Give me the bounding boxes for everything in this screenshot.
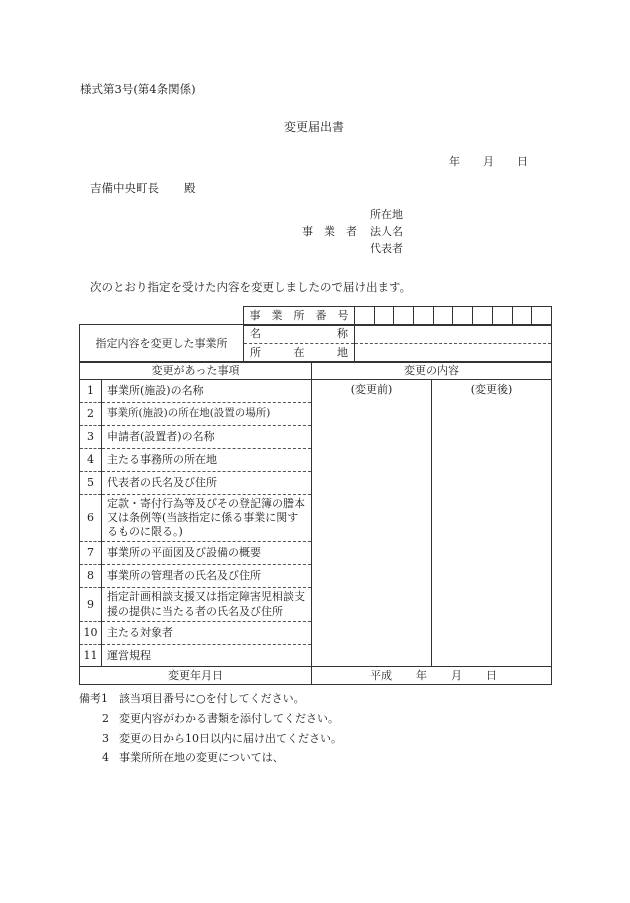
office-row-header: 指定内容を変更した事業所 <box>80 325 244 363</box>
office-name-label: 名 称 <box>244 325 355 344</box>
office-number-cell[interactable] <box>453 307 473 326</box>
item-number: 2 <box>80 403 102 426</box>
item-number: 11 <box>80 645 102 667</box>
item-number: 9 <box>80 588 102 622</box>
after-label: (変更後) <box>470 383 513 396</box>
office-name-value[interactable] <box>355 325 552 344</box>
item-label: 事業所の平面図及び設備の概要 <box>102 542 312 565</box>
item-number: 5 <box>80 472 102 495</box>
date-year: 年 <box>449 155 460 168</box>
remark-no: 3 <box>102 732 109 745</box>
item-number: 7 <box>80 542 102 565</box>
item-number: 1 <box>80 380 102 403</box>
remark-text: 変更内容がわかる書類を添付してください。 <box>119 712 339 725</box>
col-header-matter: 変更があった事項 <box>80 362 312 380</box>
office-number-cell[interactable] <box>492 307 512 326</box>
remark-no: 4 <box>102 751 109 764</box>
item-number: 10 <box>80 622 102 645</box>
item-label: 主たる事務所の所在地 <box>102 449 312 472</box>
addressee-name: 吉備中央町長 <box>90 181 159 195</box>
applicant-field-address: 所在地 <box>370 208 403 221</box>
changes-table <box>79 361 552 685</box>
remark-text: 該当項目番号に○を付してください。 <box>119 692 305 705</box>
item-label: 申請者(設置者)の名称 <box>102 426 312 449</box>
addressee-honorific: 殿 <box>184 181 196 195</box>
remark-no: 備考1 <box>79 692 108 705</box>
before-column[interactable] <box>312 380 432 667</box>
office-number-cell[interactable] <box>512 307 532 326</box>
remark-text: 事業所所在地の変更については、 <box>119 751 284 764</box>
item-label: 主たる対象者 <box>102 622 312 645</box>
office-number-cell[interactable] <box>473 307 493 326</box>
office-info-table <box>79 324 552 363</box>
item-number: 3 <box>80 426 102 449</box>
office-number-cell[interactable] <box>355 307 375 326</box>
date-day: 日 <box>517 155 528 168</box>
change-date-value[interactable]: 平成 年 月 日 <box>312 667 552 685</box>
item-label: 運営規程 <box>102 645 312 667</box>
office-number-cell[interactable] <box>414 307 434 326</box>
item-label: 定款・寄付行為等及びその登記簿の謄本又は条例等(当該指定に係る事業に関するものに限る。) <box>102 495 312 542</box>
col-header-content: 変更の内容 <box>312 362 552 380</box>
item-label: 代表者の氏名及び住所 <box>102 472 312 495</box>
date-month: 月 <box>483 155 494 168</box>
item-label: 事業所の管理者の氏名及び住所 <box>102 565 312 588</box>
applicant-label: 事 業 者 <box>302 225 357 238</box>
remark-text: 変更の日から10日以内に届け出てください。 <box>119 732 342 745</box>
item-number: 6 <box>80 495 102 542</box>
applicant-field-representative: 代表者 <box>370 242 403 255</box>
document-title: 変更届出書 <box>284 120 345 134</box>
item-label: 事業所(施設)の所在地(設置の場所) <box>102 403 312 426</box>
item-number: 8 <box>80 565 102 588</box>
item-number: 4 <box>80 449 102 472</box>
office-number-cell[interactable] <box>394 307 414 326</box>
intro-text: 次のとおり指定を受けた内容を変更しましたので届け出ます。 <box>90 280 412 294</box>
item-label: 事業所(施設)の名称 <box>102 380 312 403</box>
office-number-cell[interactable] <box>433 307 453 326</box>
remark-no: 2 <box>102 712 109 725</box>
before-label: (変更前) <box>350 383 393 396</box>
office-number-label: 事 業 所 番 号 <box>244 307 355 326</box>
office-number-table <box>243 306 552 326</box>
after-column[interactable] <box>432 380 552 667</box>
change-date-label: 変更年月日 <box>80 667 312 685</box>
item-label: 指定計画相談支援又は指定障害児相談支援の提供に当たる者の氏名及び住所 <box>102 588 312 622</box>
office-number-cell[interactable] <box>374 307 394 326</box>
applicant-field-corp-name: 法人名 <box>370 225 403 238</box>
office-address-value[interactable] <box>355 344 552 363</box>
form-number: 様式第3号(第4条関係) <box>80 82 196 96</box>
office-number-cell[interactable] <box>532 307 552 326</box>
office-address-label: 所 在 地 <box>244 344 355 363</box>
